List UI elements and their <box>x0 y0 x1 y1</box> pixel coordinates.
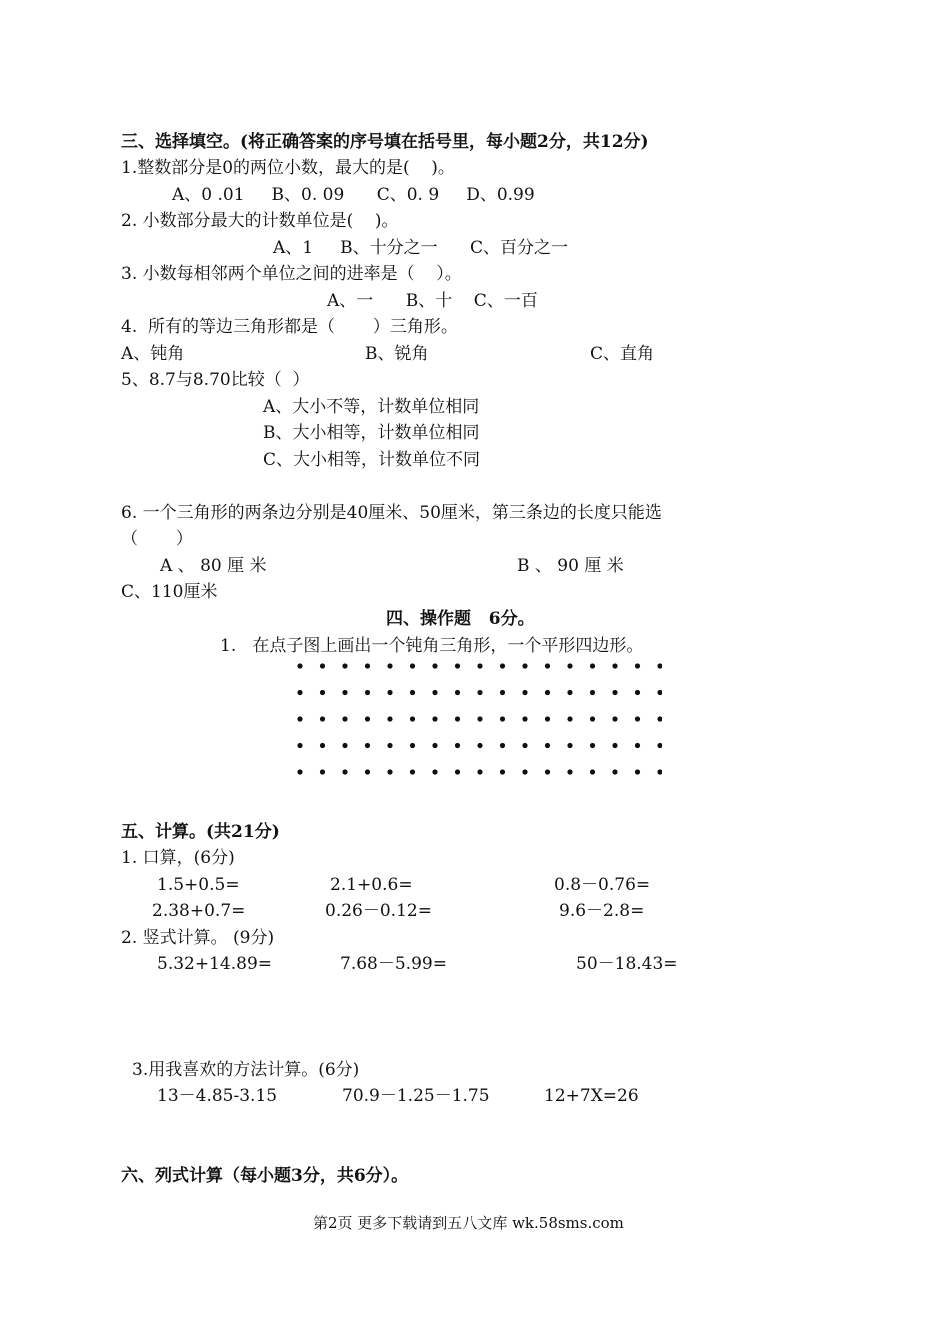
q6-option-b: B 、 90 厘 米 <box>517 556 624 576</box>
vertical-calc-item: 7.68－5.99= <box>340 954 447 974</box>
grid-dot <box>410 716 415 721</box>
grid-dot <box>320 743 325 748</box>
grid-dot <box>612 690 617 695</box>
grid-dot <box>297 769 302 774</box>
mental-math-item: 9.6－2.8= <box>559 901 645 921</box>
q3-stem: 3. 小数每相邻两个单位之间的进率是（ ）。 <box>121 264 462 284</box>
grid-dot <box>410 743 415 748</box>
grid-dot <box>567 690 572 695</box>
grid-dot <box>612 769 617 774</box>
grid-dot <box>567 716 572 721</box>
grid-dot <box>455 663 460 668</box>
page-footer: 第2页 更多下载请到五八文库 wk.58sms.com <box>313 1214 624 1232</box>
grid-dot <box>522 690 527 695</box>
grid-dot <box>567 663 572 668</box>
vertical-calc-label: 2. 竖式计算。 (9分) <box>121 928 275 948</box>
section-3-title: 三、选择填空。(将正确答案的序号填在括号里，每小题2分，共12分) <box>121 132 649 152</box>
grid-dot <box>342 716 347 721</box>
mental-math-item: 2.1+0.6= <box>330 875 413 895</box>
grid-dot <box>635 716 640 721</box>
section-6-title: 六、列式计算（每小题3分，共6分）。 <box>121 1166 409 1186</box>
grid-dot <box>342 690 347 695</box>
section-5-title: 五、计算。(共21分) <box>121 822 280 842</box>
grid-dot <box>477 769 482 774</box>
mental-math-item: 0.8－0.76= <box>554 875 651 895</box>
grid-dot <box>590 663 595 668</box>
grid-dot <box>477 663 482 668</box>
q6-blank: （ ） <box>121 529 193 549</box>
grid-dot <box>455 690 460 695</box>
preferred-method-label: 3.用我喜欢的方法计算。(6分) <box>132 1060 360 1080</box>
grid-dot <box>387 716 392 721</box>
grid-dot <box>545 743 550 748</box>
q4-stem: 4. 所有的等边三角形都是（ ）三角形。 <box>121 317 458 337</box>
q3-options: A、一 B、十 C、一百 <box>327 291 538 311</box>
grid-dot <box>657 690 662 695</box>
operation-q1: 1. 在点子图上画出一个钝角三角形，一个平形四边形。 <box>220 636 644 656</box>
q6-option-c: C、110厘米 <box>121 582 218 602</box>
q5-option-a: A、大小不等，计数单位相同 <box>263 397 480 417</box>
grid-dot <box>387 743 392 748</box>
q5-option-b: B、大小相等，计数单位相同 <box>263 423 480 443</box>
q1-stem: 1.整数部分是0的两位小数，最大的是( )。 <box>121 158 455 178</box>
grid-dot <box>590 716 595 721</box>
q6-option-a: A 、 80 厘 米 <box>160 556 267 576</box>
q1-options: A、0 .01 B、0. 09 C、0. 9 D、0.99 <box>172 185 535 205</box>
vertical-calc-item: 5.32+14.89= <box>157 954 273 974</box>
grid-dot <box>387 769 392 774</box>
grid-dot <box>342 743 347 748</box>
grid-dot <box>432 663 437 668</box>
grid-dot <box>320 716 325 721</box>
grid-dot <box>455 716 460 721</box>
grid-dot <box>477 743 482 748</box>
grid-dot <box>500 743 505 748</box>
grid-dot <box>365 663 370 668</box>
grid-dot <box>522 769 527 774</box>
grid-dot <box>297 663 302 668</box>
q4-option-a: A、钝角 <box>121 344 185 364</box>
grid-dot <box>657 663 662 668</box>
grid-dot <box>432 716 437 721</box>
grid-dot <box>387 690 392 695</box>
dot-grid <box>290 656 662 786</box>
preferred-method-item: 12+7X=26 <box>544 1086 639 1106</box>
q5-stem: 5、8.7与8.70比较（ ） <box>121 370 310 390</box>
preferred-method-item: 70.9－1.25－1.75 <box>342 1086 490 1106</box>
mental-math-item: 0.26－0.12= <box>325 901 432 921</box>
grid-dot <box>590 743 595 748</box>
mental-math-item: 1.5+0.5= <box>157 875 240 895</box>
mental-math-label: 1. 口算，(6分) <box>121 848 235 868</box>
grid-dot <box>545 690 550 695</box>
grid-dot <box>522 743 527 748</box>
preferred-method-item: 13－4.85-3.15 <box>157 1086 278 1106</box>
grid-dot <box>365 769 370 774</box>
grid-dot <box>410 690 415 695</box>
q4-option-c: C、直角 <box>590 344 655 364</box>
section-4-title: 四、操作题 6分。 <box>386 609 535 629</box>
grid-dot <box>545 769 550 774</box>
mental-math-item: 2.38+0.7= <box>152 901 246 921</box>
grid-dot <box>657 716 662 721</box>
grid-dot <box>297 690 302 695</box>
grid-dot <box>545 663 550 668</box>
grid-dot <box>500 663 505 668</box>
grid-dot <box>500 716 505 721</box>
grid-dot <box>455 743 460 748</box>
vertical-calc-item: 50－18.43= <box>576 954 678 974</box>
grid-dot <box>365 743 370 748</box>
q5-option-c: C、大小相等，计数单位不同 <box>263 450 481 470</box>
q2-options: A、1 B、十分之一 C、百分之一 <box>273 238 569 258</box>
grid-dot <box>297 743 302 748</box>
grid-dot <box>342 663 347 668</box>
grid-dot <box>522 663 527 668</box>
grid-dot <box>612 716 617 721</box>
grid-dot <box>500 690 505 695</box>
grid-dot <box>432 690 437 695</box>
q2-stem: 2. 小数部分最大的计数单位是( )。 <box>121 211 399 231</box>
grid-dot <box>612 663 617 668</box>
grid-dot <box>590 769 595 774</box>
grid-dot <box>477 690 482 695</box>
grid-dot <box>657 769 662 774</box>
grid-dot <box>635 690 640 695</box>
grid-dot <box>297 716 302 721</box>
grid-dot <box>635 663 640 668</box>
grid-dot <box>635 743 640 748</box>
grid-dot <box>342 769 347 774</box>
grid-dot <box>567 743 572 748</box>
grid-dot <box>320 690 325 695</box>
grid-dot <box>432 743 437 748</box>
q6-stem: 6. 一个三角形的两条边分别是40厘米、50厘米，第三条边的长度只能选 <box>121 503 662 523</box>
grid-dot <box>365 690 370 695</box>
grid-dot <box>320 769 325 774</box>
q4-option-b: B、锐角 <box>365 344 429 364</box>
grid-dot <box>590 690 595 695</box>
grid-dot <box>522 716 527 721</box>
grid-dot <box>455 769 460 774</box>
grid-dot <box>320 663 325 668</box>
grid-dot <box>477 716 482 721</box>
grid-dot <box>365 716 370 721</box>
grid-dot <box>410 769 415 774</box>
grid-dot <box>567 769 572 774</box>
grid-dot <box>500 769 505 774</box>
grid-dot <box>432 769 437 774</box>
grid-dot <box>612 743 617 748</box>
grid-dot <box>545 716 550 721</box>
grid-dot <box>657 743 662 748</box>
grid-dot <box>387 663 392 668</box>
grid-dot <box>410 663 415 668</box>
grid-dot <box>635 769 640 774</box>
